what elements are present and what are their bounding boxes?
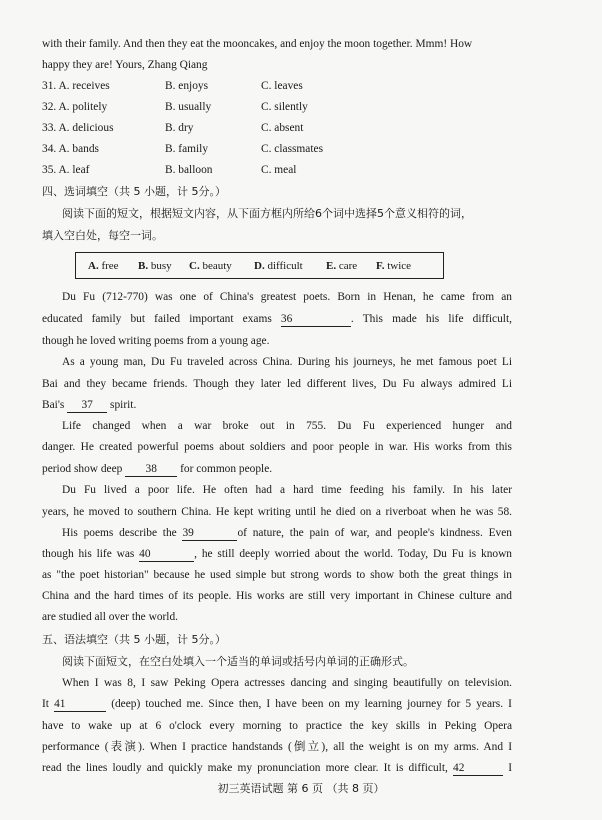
- option-32-b: B. usually: [165, 101, 212, 113]
- passage-p5-line2: though his life was 40 , he still deeply worried about the world. Today, Du Fu is known: [42, 548, 513, 560]
- grammar-line-4: performance (表演). When I practice handstands (倒立), all the weight is on my arms. And I: [42, 741, 512, 753]
- choice-d: D. difficult: [254, 260, 303, 272]
- blank-41[interactable]: 41: [54, 698, 106, 712]
- grammar-line-2: It 41 (deep) touched me. Since then, I have been on my learning journey for 5 years. I: [42, 698, 512, 710]
- section-4-title: 四、选词填空（共 5 小题，计 5分。）: [42, 185, 226, 198]
- passage-p4-line1: Du Fu lived a poor life. He often had a hard time feeding his family. In his later: [62, 484, 512, 496]
- passage-p2-line1: As a young man, Du Fu traveled across China. During his journeys, he met famous poet Li: [62, 356, 512, 368]
- blank-38[interactable]: 38: [125, 463, 177, 477]
- intro-line-1: with their family. And then they eat the mooncakes, and enjoy the moon together. Mmm! How: [42, 38, 473, 50]
- passage-p1-line1: Du Fu (712-770) was one of China's greatest poets. Born in Henan, he came from an: [62, 291, 512, 303]
- option-34-a: 34. A. bands: [42, 143, 99, 155]
- choice-b: B. busy: [138, 260, 172, 272]
- passage-p2-line3: Bai's 37 spirit.: [42, 399, 137, 411]
- passage-p1-line2: educated family but failed important exams 36 . This made his life difficult,: [42, 313, 512, 325]
- option-33-b: B. dry: [165, 122, 194, 134]
- blank-36[interactable]: 36: [281, 313, 351, 327]
- blank-40[interactable]: 40: [139, 548, 194, 562]
- passage-p4-line2: years, he moved to southern China. He kept writing until he died on a riverboat when he was 58.: [42, 506, 512, 518]
- passage-p5-line1: His poems describe the 39 of nature, the pain of war, and people's kindness. Even: [62, 527, 512, 539]
- grammar-line-3: have to wake up at 6 o'clock every morning to practice the key skills in Peking Opera: [42, 720, 512, 732]
- intro-line-2: happy they are! Yours, Zhang Qiang: [42, 59, 208, 71]
- blank-37[interactable]: 37: [67, 399, 107, 413]
- section-5-title: 五、语法填空（共 5 小题，计 5分。）: [42, 633, 226, 646]
- passage-p3-line1: Life changed when a war broke out in 755. Du Fu experienced hunger and: [62, 420, 512, 432]
- option-35-b: B. balloon: [165, 164, 213, 176]
- passage-p5-line3: as "the poet historian" because he used simple but strong words to show both the great things in: [42, 569, 512, 581]
- option-33-c: C. absent: [261, 122, 304, 134]
- grammar-line-1: When I was 8, I saw Peking Opera actresses dancing and singing beautifully on television.: [62, 677, 512, 689]
- choice-a: A. free: [88, 260, 119, 272]
- option-35-c: C. meal: [261, 164, 297, 176]
- option-35-a: 35. A. leaf: [42, 164, 90, 176]
- option-32-a: 32. A. politely: [42, 101, 108, 113]
- choice-e: E. care: [326, 260, 358, 272]
- option-34-c: C. classmates: [261, 143, 324, 155]
- option-34-b: B. family: [165, 143, 209, 155]
- passage-p3-line2: danger. He created powerful poems about soldiers and poor people in war. His works from this: [42, 441, 512, 453]
- section-4-instruction-2: 填入空白处，每空一词。: [42, 229, 163, 242]
- blank-39[interactable]: 39: [182, 527, 237, 541]
- option-31-c: C. leaves: [261, 80, 303, 92]
- choice-f: F. twice: [376, 260, 412, 272]
- passage-p1-line3: though he loved writing poems from a young age.: [42, 335, 270, 347]
- choice-c: C. beauty: [189, 260, 232, 272]
- option-32-c: C. silently: [261, 101, 308, 113]
- section-5-instruction: 阅读下面短文，在空白处填入一个适当的单词或括号内单词的正确形式。: [62, 655, 414, 668]
- option-31-b: B. enjoys: [165, 80, 209, 92]
- option-33-a: 33. A. delicious: [42, 122, 114, 134]
- page-footer: 初三英语试题 第 6 页 （共 8 页）: [217, 782, 385, 795]
- option-31-a: 31. A. receives: [42, 80, 110, 92]
- passage-p2-line2: Bai and they became friends. Though they later led different lives, Du Fu always admired Li: [42, 378, 512, 390]
- blank-42[interactable]: 42: [453, 762, 503, 776]
- passage-p5-line5: are studied all over the world.: [42, 611, 179, 623]
- grammar-line-5: read the lines loudly and quickly make my pronunciation more clear. It is difficult, 42 I: [42, 762, 512, 774]
- passage-p5-line4: China and the hard times of its people. His works are still very important in Chinese culture and: [42, 590, 512, 602]
- passage-p3-line3: period show deep 38 for common people.: [42, 463, 273, 475]
- section-4-instruction-1: 阅读下面的短文，根据短文内容，从下面方框内所给6个词中选择5个意义相符的词，: [62, 207, 472, 220]
